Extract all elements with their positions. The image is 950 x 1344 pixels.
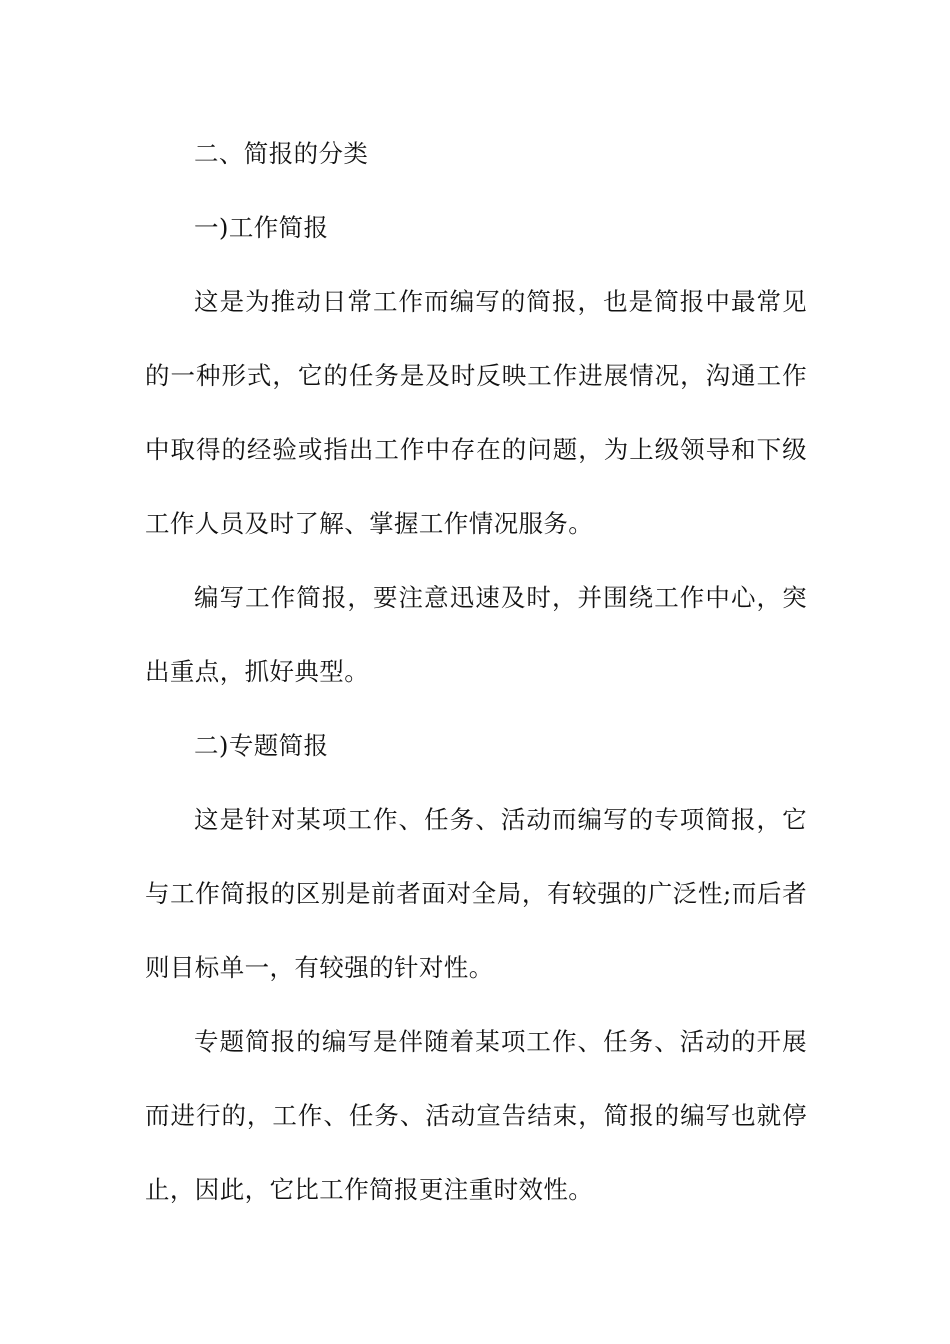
paragraph-special-briefing-definition: 这是针对某项工作、任务、活动而编写的专项简报，它与工作简报的区别是前者面对全局，有较强的广泛性;而后者则目标单一，有较强的针对性。: [145, 805, 807, 982]
document-body: [145, 117, 807, 1227]
section-heading: 二、简报的分类: [194, 139, 369, 168]
subsection-heading-special-briefing: 二)专题简报: [194, 731, 329, 760]
paragraph-work-briefing-requirements: 编写工作简报，要注意迅速及时，并围绕工作中心，突出重点，抓好典型。: [145, 583, 807, 686]
paragraph-special-briefing-timeliness: 专题简报的编写是伴随着某项工作、任务、活动的开展而进行的，工作、任务、活动宣告结束，简报的编写也就停止，因此，它比工作简报更注重时效性。: [145, 1027, 807, 1204]
paragraph-work-briefing-definition: 这是为推动日常工作而编写的简报，也是简报中最常见的一种形式，它的任务是及时反映工作进展情况，沟通工作中取得的经验或指出工作中存在的问题，为上级领导和下级工作人员及时了解、掌握工作情况服务。: [145, 287, 807, 538]
subsection-heading-work-briefing: 一)工作简报: [194, 213, 329, 242]
